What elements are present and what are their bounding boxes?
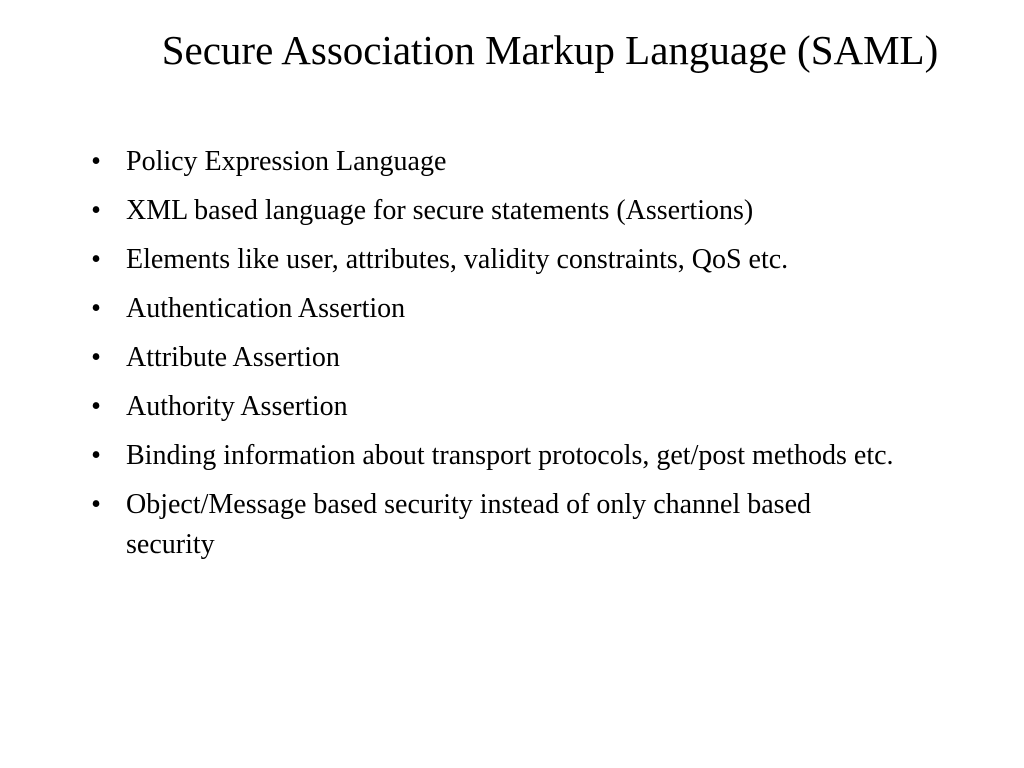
bullet-text: Authentication Assertion [126,293,406,324]
bullet-icon: • [91,391,101,422]
bullet-icon: • [91,195,101,226]
bullet-icon: • [91,244,101,275]
bullet-item [86,436,906,476]
bullet-item [86,485,906,565]
bullet-item [86,142,906,182]
bullet-text: Elements like user, attributes, validity constraints, QoS etc. [126,244,789,275]
bullet-text: Attribute Assertion [126,342,340,373]
bullet-text: XML based language for secure statements (Assertions) [126,195,754,226]
bullet-icon: • [91,146,101,177]
bullet-item [86,191,906,231]
bullet-list [86,142,906,574]
bullet-item [86,387,906,427]
bullet-item [86,240,906,280]
bullet-item [86,338,906,378]
bullet-text: Policy Expression Language [126,146,447,177]
bullet-icon: • [91,489,101,520]
slide-title: Secure Association Markup Language (SAML) [161,27,939,73]
bullet-text: Binding information about transport protocols, get/post methods etc. [126,440,894,471]
bullet-text: Object/Message based security instead of only channel based security [126,489,812,560]
bullet-icon: • [91,440,101,471]
bullet-text: Authority Assertion [126,391,348,422]
bullet-icon: • [91,342,101,373]
bullet-item [86,289,906,329]
bullet-icon: • [91,293,101,324]
